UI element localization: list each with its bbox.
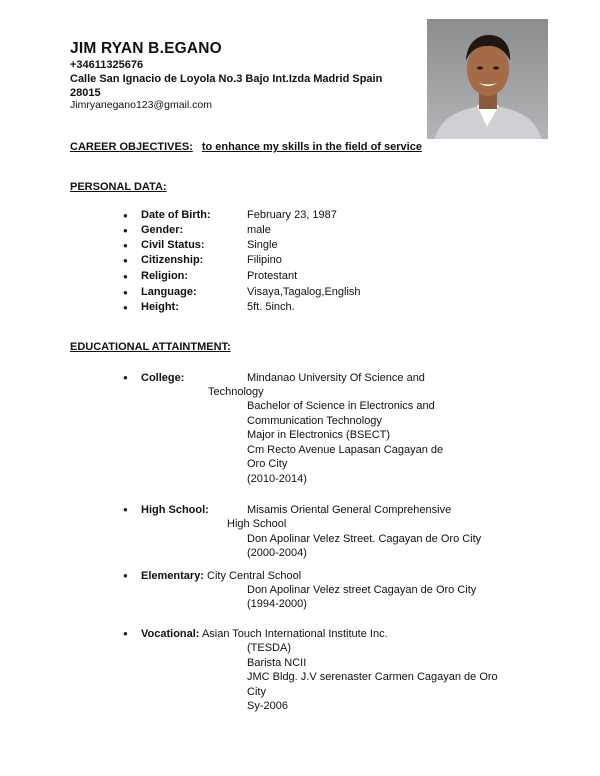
elementary-years: (1994-2000) [247,598,307,610]
highschool-school-cont: High School [227,518,287,530]
vocational-course: Barista NCII [247,657,307,669]
college-address: Cm Recto Avenue Lapasan Cagayan de [247,444,444,456]
elementary-label: Elementary: [141,570,204,582]
bullet-icon: ● [123,272,128,281]
college-major: Major in Electronics (BSECT) [247,429,391,441]
personal-value: Single [247,239,278,251]
vocational-label: Vocational: [141,628,200,640]
college-degree: Bachelor of Science in Electronics and [247,400,435,412]
bullet-icon: ● [123,373,128,382]
highschool-years: (2000-2004) [247,547,307,559]
vocational-school: Asian Touch International Institute Inc. [201,628,388,640]
personal-value: 5ft. 5inch. [247,301,295,313]
personal-label: Gender: [141,224,184,236]
bullet-icon: ● [123,241,128,250]
bullet-icon: ● [123,303,128,312]
bullet-icon: ● [123,571,128,580]
address-line-1: Calle San Ignacio de Loyola No.3 Bajo Int.Izda Madrid Spain [70,73,383,85]
personal-label: Citizenship: [141,254,204,266]
bullet-icon: ● [123,256,128,265]
highschool-address: Don Apolinar Velez Street. Cagayan de Oro City [247,533,482,545]
personal-value: Visaya,Tagalog,English [247,286,361,298]
phone-number: +34611325676 [70,59,144,71]
bullet-icon: ● [123,288,128,297]
profile-photo [427,19,548,139]
career-objectives-label: CAREER OBJECTIVES: [70,141,193,153]
personal-value: Filipino [247,254,282,266]
college-degree-cont: Communication Technology [247,415,382,427]
career-objectives [70,141,422,153]
personal-data-heading: PERSONAL DATA: [70,181,167,193]
personal-value: male [247,224,271,236]
vocational-address: JMC Bldg. J.V serenaster Carmen Cagayan de Oro [247,671,498,683]
bullet-icon: ● [123,226,128,235]
personal-label: Language: [141,286,197,298]
vocational-entry [141,627,388,642]
personal-value: Protestant [247,270,298,282]
personal-label: Civil Status: [141,239,205,251]
email-address: Jimryanegano123@gmail.com [70,99,212,111]
college-school-cont: Technology [208,386,264,398]
personal-label: Date of Birth: [141,209,211,221]
college-label: College: [141,372,185,384]
vocational-address-cont: City [247,686,266,698]
college-address-cont: Oro City [247,458,288,470]
elementary-school: City Central School [207,570,302,582]
college-school: Mindanao University Of Science and [247,372,425,384]
vocational-org: (TESDA) [247,642,291,654]
person-photo-icon [427,19,548,139]
elementary-entry [141,569,301,584]
highschool-label: High School: [141,504,209,516]
personal-label: Religion: [141,270,189,282]
vocational-year: Sy-2006 [247,700,288,712]
bullet-icon: ● [123,211,128,220]
bullet-icon: ● [123,505,128,514]
personal-value: February 23, 1987 [247,209,337,221]
elementary-address: Don Apolinar Velez street Cagayan de Oro City [247,584,477,596]
address-line-2: 28015 [70,87,101,99]
applicant-name: JIM RYAN B.EGANO [70,40,222,57]
bullet-icon: ● [123,629,128,638]
career-objectives-text: to enhance my skills in the field of service [201,141,422,153]
highschool-school: Misamis Oriental General Comprehensive [247,504,452,516]
education-heading: EDUCATIONAL ATTAINTMENT: [70,341,231,353]
personal-label: Height: [141,301,179,313]
college-years: (2010-2014) [247,473,307,485]
